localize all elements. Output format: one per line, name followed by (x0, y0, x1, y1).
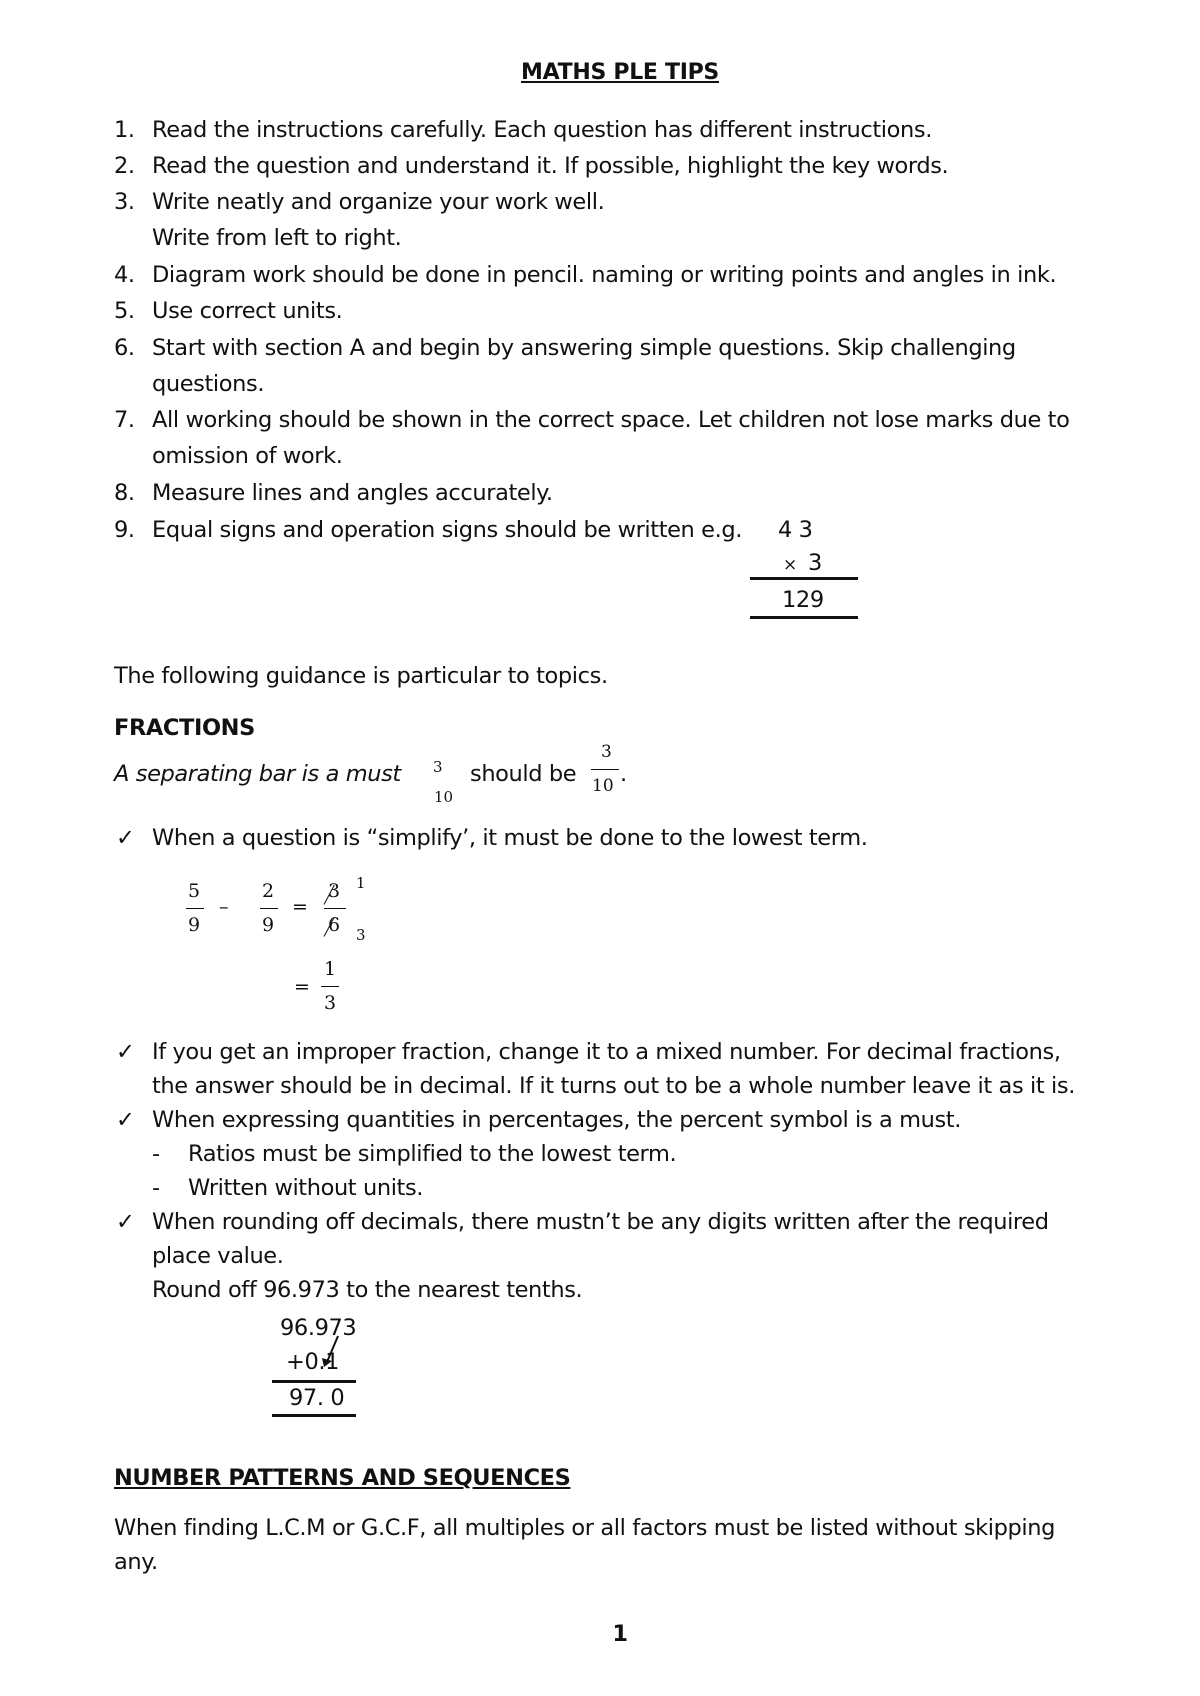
tip-text: Write neatly and organize your work well. (152, 189, 605, 215)
tip-text: questions. (152, 371, 265, 397)
final-bar (321, 986, 339, 987)
number-patterns-text: When finding L.C.M or G.C.F, all multiples or all factors must be listed without skipping (114, 1515, 1055, 1541)
tip-text: Read the question and understand it. If possible, highlight the key words. (152, 153, 949, 179)
wrong-fraction-numerator: 3 (433, 758, 443, 776)
fraction-b-denominator: 9 (262, 914, 275, 936)
tip-number: 5. (114, 298, 135, 324)
ratio-tip: Ratios must be simplified to the lowest term. (188, 1141, 677, 1167)
check-icon: ✓ (116, 1039, 135, 1065)
addend: +0.1 (286, 1349, 340, 1375)
number-patterns-text: any. (114, 1549, 158, 1575)
separating-bar-text: A separating bar is a must (114, 761, 401, 787)
fraction-a-numerator: 5 (188, 880, 201, 902)
final-numerator: 1 (324, 958, 337, 980)
tip-text: omission of work. (152, 443, 343, 469)
improper-fraction-tip: the answer should be in decimal. If it turns out to be a whole number leave it as it is. (152, 1073, 1075, 1099)
tip-number: 9. (114, 517, 135, 543)
rounding-tip: When rounding off decimals, there mustn’t be any digits written after the required (152, 1209, 1049, 1235)
original-number: 96.973 (280, 1315, 357, 1341)
tip-text: Read the instructions carefully. Each question has different instructions. (152, 117, 932, 143)
dash-icon: - (152, 1175, 160, 1201)
fraction-a-denominator: 9 (188, 914, 201, 936)
check-icon: ✓ (116, 1107, 135, 1133)
percent-tip: When expressing quantities in percentages, the percent symbol is a must. (152, 1107, 961, 1133)
improper-fraction-tip: If you get an improper fraction, change it to a mixed number. For decimal fractions, (152, 1039, 1061, 1065)
simplify-tip: When a question is “simplify’, it must be done to the lowest term. (152, 825, 868, 851)
fraction-a-bar (186, 908, 204, 909)
page-title: MATHS PLE TIPS (521, 60, 719, 85)
rounding-top-rule (272, 1380, 356, 1383)
correct-fraction-bar (591, 769, 619, 770)
tip-number: 2. (114, 153, 135, 179)
rounding-bottom-rule (272, 1414, 356, 1417)
result-numerator-cancelled: 3 (328, 880, 341, 902)
final-denominator: 3 (324, 992, 337, 1014)
tip-number: 1. (114, 117, 135, 143)
page-number: 1 (612, 1621, 628, 1647)
rounding-tip: place value. (152, 1243, 284, 1269)
sentence-period: . (620, 761, 627, 787)
check-icon: ✓ (116, 825, 135, 851)
times-operator: × (783, 555, 797, 575)
correct-fraction-numerator: 3 (601, 742, 612, 762)
tip-number: 3. (114, 189, 135, 215)
rounded-result: 97. 0 (289, 1385, 345, 1411)
multiplication-bottom-rule (750, 616, 858, 619)
tip-number: 7. (114, 407, 135, 433)
fractions-heading: FRACTIONS (114, 715, 255, 741)
product: 129 (782, 587, 824, 613)
multiplicand: 4 3 (778, 517, 813, 543)
tip-text: Start with section A and begin by answering simple questions. Skip challenging (152, 335, 1016, 361)
fraction-b-numerator: 2 (262, 880, 275, 902)
correct-fraction-denominator: 10 (592, 776, 614, 796)
wrong-fraction-denominator: 10 (434, 788, 454, 806)
multiplication-top-rule (750, 577, 858, 580)
should-be-text: should be (470, 761, 577, 787)
tip-text: Diagram work should be done in pencil. naming or writing points and angles in ink. (152, 262, 1057, 288)
fraction-b-bar (260, 908, 278, 909)
tip-text: All working should be shown in the correct space. Let children not lose marks due to (152, 407, 1070, 433)
simplified-numerator: 1 (356, 874, 366, 892)
tip-text: Use correct units. (152, 298, 343, 324)
guidance-intro: The following guidance is particular to topics. (114, 663, 608, 689)
dash-icon: - (152, 1141, 160, 1167)
result-bar (324, 908, 346, 909)
rounding-task: Round off 96.973 to the nearest tenths. (152, 1277, 583, 1303)
tip-text: Measure lines and angles accurately. (152, 480, 553, 506)
check-icon: ✓ (116, 1209, 135, 1235)
tip-text: Equal signs and operation signs should be written e.g. (152, 517, 742, 543)
number-patterns-heading: NUMBER PATTERNS AND SEQUENCES (114, 1465, 571, 1491)
multiplier: 3 (808, 550, 822, 576)
result-denominator-cancelled: 6 (328, 914, 341, 936)
equals-sign: = (294, 976, 310, 998)
tip-text: Write from left to right. (152, 225, 402, 251)
equals-sign: = (292, 896, 308, 918)
tip-number: 4. (114, 262, 135, 288)
tip-number: 6. (114, 335, 135, 361)
tip-number: 8. (114, 480, 135, 506)
minus-sign: – (219, 896, 229, 918)
simplified-denominator: 3 (356, 926, 366, 944)
ratio-tip: Written without units. (188, 1175, 424, 1201)
